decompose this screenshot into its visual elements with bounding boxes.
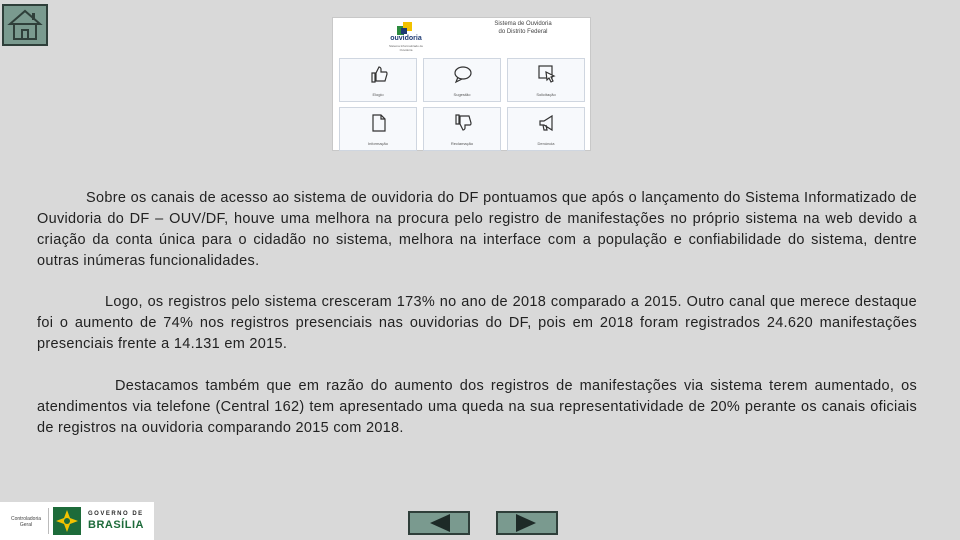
paragraph-access-channels: Sobre os canais de acesso ao sistema de ouvidoria do DF pontuamos que após o lançamento do Sistema Informatizado de Ouvidoria do DF – OUV/DF, houve uma melhora na procura pelo registro de manifestações no próprio sistema na web devido a criação da conta única para o cidadão no sistema, melhora na interface com a população e confiabilidade do sistema, dentre outras inúmeras funcionalidades.	[37, 190, 917, 269]
home-icon	[5, 7, 45, 43]
tile-denuncia	[507, 107, 585, 151]
system-title-line2: do Distrito Federal	[498, 29, 548, 35]
thumbs-down-icon	[453, 113, 473, 133]
tile-label: Informação	[367, 141, 388, 146]
tile-informacao	[339, 107, 417, 151]
cursor-click-icon	[537, 64, 557, 84]
paragraph-registry-growth: Logo, os registros pelo sistema cresceram 173% no ano de 2018 comparado a 2015. Outro canal que merece destaque foi o aumento de 74% nos registros presenciais nas ouvidorias do DF, pois em 2018 foram registrados 24.620 manifestações presenciais frente a 14.131 em 2015.	[37, 294, 917, 352]
system-title-line1: Sistema de Ouvidoria	[494, 21, 552, 27]
controladoria-line2: Geral	[19, 522, 33, 528]
logo-divider	[48, 508, 49, 534]
speech-bubble-icon	[453, 64, 473, 84]
tile-label: Reclamação	[450, 141, 474, 146]
triangle-right-icon	[498, 513, 556, 533]
document-icon	[369, 113, 389, 133]
previous-slide-button[interactable]	[408, 511, 470, 535]
ouvidoria-logo	[383, 22, 429, 52]
ouvidoria-logo-subtitle: Sistema Informatizado de Ouvidoria	[388, 44, 424, 52]
gdf-top-text: GOVERNO DE	[88, 511, 144, 517]
triangle-left-icon	[410, 513, 468, 533]
gdf-main-text: BRASÍLIA	[88, 519, 144, 531]
thumbs-up-icon	[369, 64, 389, 84]
paragraph-phone-decline: Destacamos também que em razão do aumento dos registros de manifestações via sistema terem aumentado, os atendimentos via telefone (Central 162) tem apresentado uma queda na sua representatividade de 20% perante os canais oficiais de registros na ouvidoria comparando 2015 com 2018.	[37, 378, 917, 436]
system-title	[478, 20, 568, 36]
home-button[interactable]	[2, 4, 48, 46]
tile-sugestao	[423, 58, 501, 102]
controladoria-line1: Controladoria	[10, 516, 42, 522]
tile-label: Sugestão	[453, 92, 471, 97]
next-slide-button[interactable]	[496, 511, 558, 535]
tile-elogio	[339, 58, 417, 102]
tile-label: Denúncia	[537, 141, 555, 146]
controladoria-logo	[6, 516, 46, 528]
tile-label: Elogio	[372, 92, 384, 97]
ouvidoria-logo-mark	[397, 22, 413, 36]
gdf-emblem-icon	[53, 507, 81, 535]
megaphone-icon	[537, 113, 557, 133]
ouvidoria-logo-word: ouvidoria	[390, 35, 422, 42]
tile-label: Solicitação	[536, 92, 556, 97]
ouvidoria-system-screenshot	[332, 17, 591, 151]
tile-reclamacao	[423, 107, 501, 151]
footer-logos	[0, 502, 154, 540]
manifestation-type-grid	[339, 58, 586, 151]
tile-solicitacao	[507, 58, 585, 102]
